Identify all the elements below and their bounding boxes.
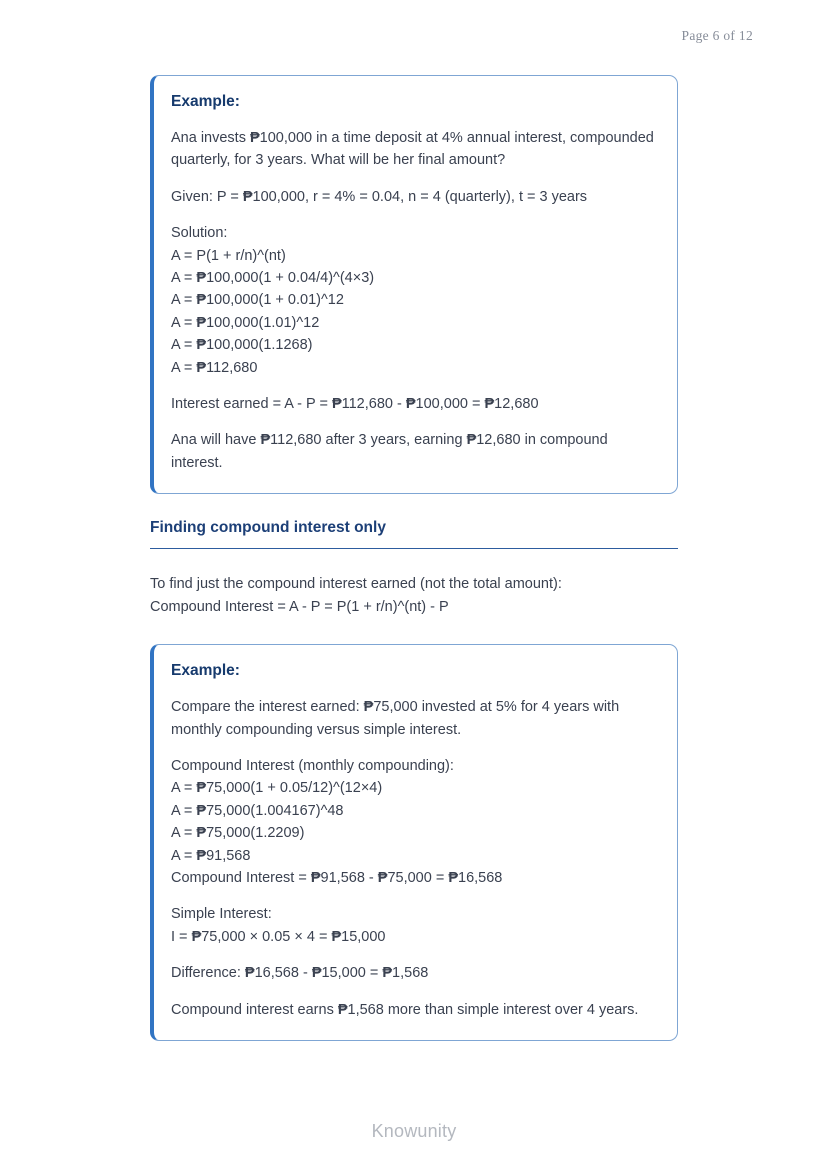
- section-body-line-2: Compound Interest = A - P = P(1 + r/n)^(nt) - P: [150, 598, 449, 615]
- simple-interest-block: [171, 903, 657, 948]
- example-label: Example:: [171, 93, 240, 110]
- given-line: Given: P = ₱100,000, r = 4% = 0.04, n = 4 (quarterly), t = 3 years: [171, 188, 588, 205]
- formula-line: A = ₱75,000(1.004167)^48: [171, 802, 344, 819]
- formula-line: A = ₱100,000(1.1268): [171, 337, 313, 354]
- spacer: [150, 618, 678, 644]
- simple-interest-label: Simple Interest:: [171, 906, 272, 923]
- formula-line: A = ₱75,000(1 + 0.05/12)^(12×4): [171, 780, 383, 797]
- knowunity-watermark: Knowunity: [371, 1121, 457, 1141]
- section-body: [150, 573, 678, 618]
- simple-interest-line: I = ₱75,000 × 0.05 × 4 = ₱15,000: [171, 928, 386, 945]
- formula-line: A = ₱100,000(1.01)^12: [171, 314, 320, 331]
- example-conclusion: Ana will have ₱112,680 after 3 years, earning ₱12,680 in compound interest.: [171, 432, 608, 471]
- example-intro: Ana invests ₱100,000 in a time deposit at 4% annual interest, compounded quarterly, for 3 years. What will be her final amount?: [171, 130, 654, 169]
- formula-line: A = ₱100,000(1 + 0.01)^12: [171, 292, 344, 309]
- example-conclusion: Compound interest earns ₱1,568 more than simple interest over 4 years.: [171, 1001, 639, 1018]
- compound-interest-block: [171, 755, 657, 889]
- formula-line: A = ₱112,680: [171, 359, 258, 376]
- interest-earned-line: Interest earned = A - P = ₱112,680 - ₱100,000 = ₱12,680: [171, 396, 539, 413]
- formula-line: A = ₱100,000(1 + 0.04/4)^(4×3): [171, 270, 375, 287]
- example-box-compound-quarterly: [150, 75, 678, 494]
- example-label: Example:: [171, 662, 240, 680]
- formula-line: A = ₱75,000(1.2209): [171, 825, 305, 842]
- compound-interest-label: Compound Interest (monthly compounding):: [171, 757, 454, 774]
- formula-line: Compound Interest = ₱91,568 - ₱75,000 = ₱16,568: [171, 869, 503, 886]
- example-box-compare-interest: [150, 644, 678, 1041]
- example-intro: Compare the interest earned: ₱75,000 invested at 5% for 4 years with monthly compounding versus simple interest.: [171, 699, 620, 738]
- document-content: [150, 75, 678, 1041]
- heading-rule: [150, 548, 678, 549]
- formula-line: A = P(1 + r/n)^(nt): [171, 247, 286, 264]
- solution-lines: [171, 245, 657, 379]
- formula-line: A = ₱91,568: [171, 847, 251, 864]
- solution-block: [171, 222, 657, 379]
- compound-interest-lines: [171, 777, 657, 889]
- section-body-line-1: To find just the compound interest earned (not the total amount):: [150, 576, 562, 593]
- section-heading: Finding compound interest only: [150, 519, 386, 537]
- page-indicator: Page 6 of 12: [681, 28, 753, 43]
- solution-label: Solution:: [171, 225, 228, 242]
- difference-line: Difference: ₱16,568 - ₱15,000 = ₱1,568: [171, 965, 429, 982]
